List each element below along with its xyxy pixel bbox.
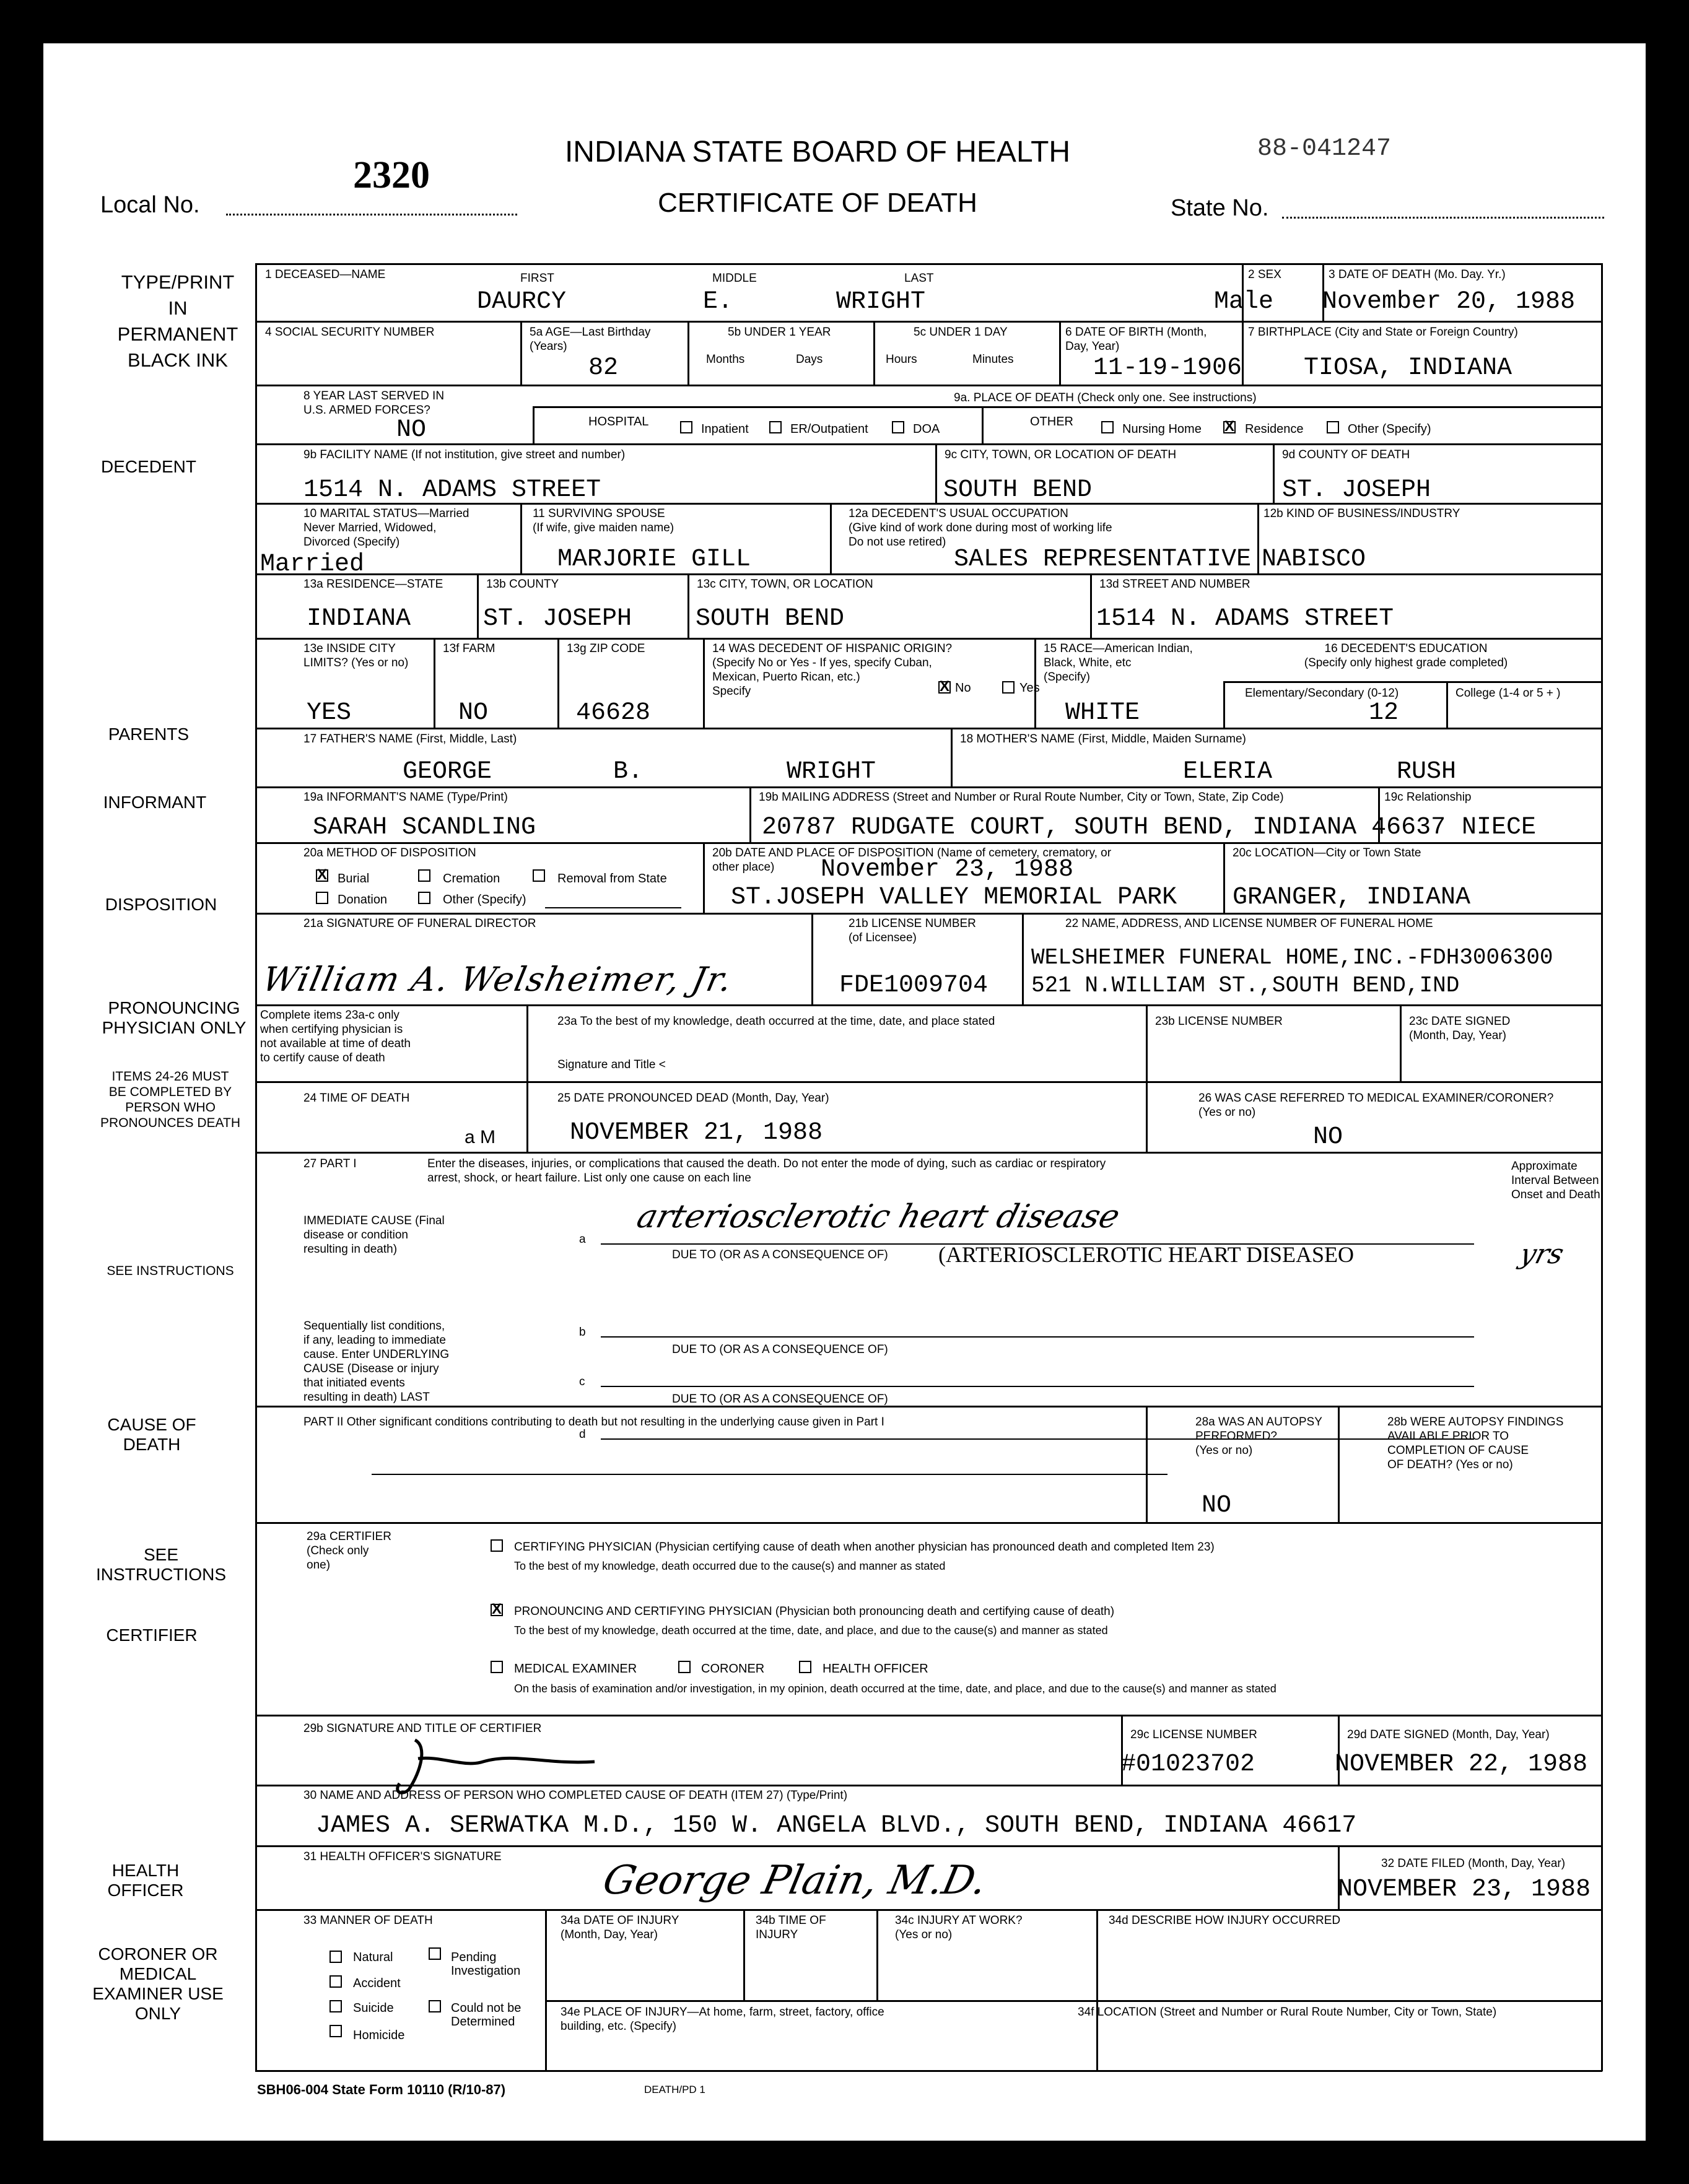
value-mailing-address: 20787 RUDGATE COURT, SOUTH BEND, INDIANA 46637 <box>762 814 1446 842</box>
value-father-first: GEORGE <box>403 758 492 786</box>
checkbox-medical-examiner[interactable] <box>491 1661 503 1673</box>
label-19b: 19b MAILING ADDRESS (Street and Number or Rural Route Number, City or Town, State, Zip Code) <box>759 791 1284 804</box>
checkbox-natural[interactable] <box>330 1951 342 1963</box>
label-34f: 34f LOCATION (Street and Number or Rural Route Number, City or Town, State) <box>1078 2006 1497 2019</box>
value-zip: 46628 <box>576 699 651 727</box>
form-number: SBH06-004 State Form 10110 (R/10-87) <box>257 2082 506 2097</box>
label-due-to-3: DUE TO (OR AS A CONSEQUENCE OF) <box>672 1393 888 1406</box>
label-sequential: Sequentially list conditions, if any, leading to immediate cause. Enter UNDERLYING CAUSE (Disease or injury that initiated events resulting in death) LAST <box>303 1320 450 1404</box>
value-race: WHITE <box>1065 699 1140 727</box>
label-natural: Natural <box>353 1951 393 1964</box>
label-3: 3 DATE OF DEATH (Mo. Day. Yr.) <box>1329 268 1506 281</box>
handwritten-cause: arteriosclerotic heart disease <box>632 1198 1124 1235</box>
health-officer-signature: George Plain, M.D. <box>599 1858 991 1903</box>
value-disposition-location: GRANGER, INDIANA <box>1233 884 1471 911</box>
label-residence: Residence <box>1245 422 1304 436</box>
value-father-middle: B. <box>613 758 644 786</box>
label-33: 33 MANNER OF DEATH <box>303 1914 433 1927</box>
rule-7 <box>255 638 1602 640</box>
label-cremation: Cremation <box>443 872 500 885</box>
value-father-last: WRIGHT <box>787 758 876 786</box>
label-inpatient: Inpatient <box>701 422 749 436</box>
checkbox-er-outpatient[interactable] <box>769 421 782 433</box>
label-16: 16 DECEDENT'S EDUCATION (Specify only highest grade completed) <box>1304 642 1508 669</box>
rule-9 <box>255 786 1602 788</box>
label-28b: 28b WERE AUTOPSY FINDINGS AVAILABLE PRIOR TO COMPLETION OF CAUSE OF DEATH? (Yes or no) <box>1387 1416 1564 1471</box>
value-business: NABISCO <box>1262 546 1366 573</box>
label-part-2: PART II Other significant conditions contributing to death but not resulting in the underlying cause given in Part I <box>303 1416 884 1429</box>
label-13a: 13a RESIDENCE—STATE <box>303 578 443 591</box>
funeral-director-signature: William A. Welsheimer, Jr. <box>259 960 737 999</box>
value-date-signed: NOVEMBER 22, 1988 <box>1335 1751 1588 1778</box>
rule-20 <box>255 1909 1602 1911</box>
label-13g: 13g ZIP CODE <box>567 642 645 655</box>
value-farm: NO <box>458 699 489 727</box>
rule-22 <box>255 2070 1602 2072</box>
form-right-border <box>1601 263 1603 2071</box>
section-disposition: DISPOSITION <box>105 895 217 914</box>
label-5b-months: Months <box>706 353 745 366</box>
value-city-of-death: SOUTH BEND <box>943 476 1093 504</box>
v-13g <box>557 638 559 728</box>
value-referred: NO <box>1313 1123 1343 1151</box>
rule-6 <box>255 573 1602 575</box>
part-2-line <box>372 1474 1167 1475</box>
value-residence-state: INDIANA <box>307 605 411 633</box>
label-medical-examiner: MEDICAL EXAMINER <box>514 1662 637 1676</box>
value-residence-city: SOUTH BEND <box>696 605 845 633</box>
label-17: 17 FATHER'S NAME (First, Middle, Last) <box>303 733 517 746</box>
checkbox-cremation[interactable] <box>418 869 430 882</box>
label-27: 27 PART I <box>303 1157 357 1170</box>
value-time-of-death: a M <box>465 1127 496 1147</box>
rule-10 <box>255 842 1602 844</box>
label-me-text: On the basis of examination and/or investigation, in my opinion, death occurred at the time, date, and place, and due to the cause(s) and manner as stated <box>514 1682 1277 1695</box>
label-suicide: Suicide <box>353 2001 394 2015</box>
other-disposition-line <box>545 907 681 908</box>
v-dob <box>1242 321 1244 385</box>
v-34d <box>1096 1909 1098 2070</box>
label-24: 24 TIME OF DEATH <box>303 1092 410 1105</box>
label-line-c: c <box>579 1375 585 1388</box>
label-due-to-1: DUE TO (OR AS A CONSEQUENCE OF) <box>672 1248 888 1261</box>
v-22 <box>1022 913 1024 1004</box>
v-13f <box>434 638 435 728</box>
label-other-disposition: Other (Specify) <box>443 893 526 907</box>
label-hospital: HOSPITAL <box>588 415 649 429</box>
checkbox-removal[interactable] <box>533 869 545 882</box>
checkbox-residence[interactable]: X <box>1224 418 1235 435</box>
label-accident: Accident <box>353 1977 401 1990</box>
checkbox-other-disposition[interactable] <box>418 892 430 904</box>
section-informant: INFORMANT <box>103 793 207 812</box>
handwritten-interval: yrs <box>1516 1238 1568 1270</box>
rule-19 <box>255 1845 1602 1847</box>
rule-8 <box>255 728 1602 729</box>
value-cause-a: (ARTERIOSCLEROTIC HEART DISEASEO <box>938 1242 1355 1267</box>
death-certificate <box>43 43 1646 2141</box>
certificate-title: CERTIFICATE OF DEATH <box>658 188 977 218</box>
label-23-note: Complete items 23a-c only when certifying physician is not available at time of death to certify cause of death <box>260 1009 411 1064</box>
value-certifier-license: #01023702 <box>1121 1751 1255 1778</box>
v-12b <box>1257 503 1259 573</box>
v-26 <box>1146 1081 1148 1152</box>
value-fd-license: FDE1009704 <box>839 972 989 999</box>
state-no-line <box>1282 217 1604 219</box>
label-31: 31 HEALTH OFFICER'S SIGNATURE <box>303 1850 502 1863</box>
label-pronouncing-certifying: PRONOUNCING AND CERTIFYING PHYSICIAN (Physician both pronouncing death and certifying cause of death) <box>514 1605 1115 1618</box>
label-30: 30 NAME AND ADDRESS OF PERSON WHO COMPLETED CAUSE OF DEATH (ITEM 27) (Type/Print) <box>303 1789 848 1802</box>
label-homicide: Homicide <box>353 2029 405 2042</box>
label-23c: 23c DATE SIGNED (Month, Day, Year) <box>1409 1015 1511 1042</box>
checkbox-hispanic-yes[interactable] <box>1002 681 1015 694</box>
label-26: 26 WAS CASE REFERRED TO MEDICAL EXAMINER/CORONER? (Yes or no) <box>1198 1092 1554 1119</box>
value-education: 12 <box>1369 699 1399 727</box>
label-burial: Burial <box>338 872 370 885</box>
label-20b: 20b DATE AND PLACE OF DISPOSITION (Name of cemetery, crematory, or other place) <box>712 846 1112 874</box>
value-relationship: NIECE <box>1462 814 1537 842</box>
rule-14 <box>255 1152 1602 1154</box>
section-health-officer: HEALTH OFFICER <box>107 1861 184 1900</box>
label-14: 14 WAS DECEDENT OF HISPANIC ORIGIN? (Specify No or Yes - If yes, specify Cuban, Mexican, Puerto Rican, etc.) Specify <box>712 642 953 698</box>
label-12a: 12a DECEDENT'S USUAL OCCUPATION (Give kind of work done during most of working life Do not use retired) <box>849 507 1112 549</box>
v-28a <box>1146 1406 1148 1522</box>
label-hispanic-no: No <box>955 681 971 695</box>
section-parents: PARENTS <box>108 724 190 744</box>
line-d <box>601 1438 1474 1440</box>
checkbox-inpatient[interactable] <box>680 421 692 433</box>
label-line-a: a <box>579 1233 586 1246</box>
v-under1y <box>873 321 875 385</box>
local-no-label: Local No. <box>100 192 200 218</box>
checkbox-accident[interactable] <box>330 1975 342 1988</box>
value-inside-city: YES <box>307 699 352 727</box>
value-date-of-death: November 20, 1988 <box>1322 288 1576 316</box>
label-line-b: b <box>579 1326 586 1339</box>
value-residence-county: ST. JOSEPH <box>483 605 632 633</box>
value-date-pronounced: NOVEMBER 21, 1988 <box>570 1119 823 1147</box>
v-34a <box>545 1909 547 2070</box>
rule-11 <box>255 913 1602 915</box>
label-pronouncing-certifying-text: To the best of my knowledge, death occurred at the time, date, and place, and due to the cause(s) and manner as stated <box>514 1624 1108 1637</box>
v-9c <box>935 443 937 503</box>
label-er-outpatient: ER/Outpatient <box>790 422 868 436</box>
label-12b: 12b KIND OF BUSINESS/INDUSTRY <box>1263 507 1460 520</box>
label-34c: 34c INJURY AT WORK? (Yes or no) <box>895 1914 1023 1941</box>
v-16 <box>1223 681 1225 728</box>
label-5a: 5a AGE—Last Birthday (Years) <box>530 326 651 353</box>
value-armed-forces: NO <box>396 416 427 444</box>
rule-1 <box>255 263 1602 265</box>
label-23a-signature: Signature and Title < <box>557 1058 666 1071</box>
checkbox-nursing-home[interactable] <box>1101 421 1114 433</box>
checkbox-donation[interactable] <box>316 892 328 904</box>
v-12a <box>830 503 832 573</box>
label-34e: 34e PLACE OF INJURY—At home, farm, street, factory, office building, etc. (Specify) <box>561 2006 884 2033</box>
value-completed-by: JAMES A. SERWATKA M.D., 150 W. ANGELA BLVD., SOUTH BEND, INDIANA 46617 <box>316 1812 1357 1840</box>
label-last: LAST <box>904 272 934 285</box>
checkbox-other-specify[interactable] <box>1327 421 1339 433</box>
section-coroner: CORONER OR MEDICAL EXAMINER USE ONLY <box>92 1944 224 2023</box>
label-34b: 34b TIME OF INJURY <box>756 1914 826 1941</box>
state-no-value: 88-041247 <box>1257 135 1392 163</box>
value-residence-street: 1514 N. ADAMS STREET <box>1096 605 1394 633</box>
label-27-text: Enter the diseases, injuries, or complications that caused the death. Do not enter the mode of dying, such as cardiac or respiratory arrest, shock, or heart failure. List only one cause on each line <box>427 1157 1106 1185</box>
label-1: 1 DECEASED—NAME <box>265 268 386 281</box>
label-29d: 29d DATE SIGNED (Month, Day, Year) <box>1347 1728 1550 1741</box>
checkbox-pronouncing-certifying[interactable]: X <box>492 1601 502 1617</box>
label-due-to-2: DUE TO (OR AS A CONSEQUENCE OF) <box>672 1343 888 1356</box>
v-20b <box>703 842 705 913</box>
rule-21 <box>545 2000 1601 2002</box>
section-items-note: ITEMS 24-26 MUST BE COMPLETED BY PERSON WHO PRONOUNCES DEATH <box>100 1069 240 1130</box>
label-29c: 29c LICENSE NUMBER <box>1130 1728 1257 1741</box>
label-21b: 21b LICENSE NUMBER (of Licensee) <box>849 917 976 944</box>
v-13d <box>1090 573 1092 638</box>
label-29a: 29a CERTIFIER (Check only one) <box>307 1530 391 1572</box>
label-nursing-home: Nursing Home <box>1122 422 1202 436</box>
label-23b: 23b LICENSE NUMBER <box>1155 1015 1283 1028</box>
v-23a <box>526 1004 528 1152</box>
label-34a: 34a DATE OF INJURY (Month, Day, Year) <box>561 1914 679 1941</box>
section-cause-of-death: CAUSE OF DEATH <box>107 1415 196 1454</box>
v-13c <box>687 573 689 638</box>
label-9d: 9d COUNTY OF DEATH <box>1282 448 1410 461</box>
checkbox-hispanic-no[interactable]: X <box>940 678 950 695</box>
line-c <box>601 1386 1474 1387</box>
v-14 <box>703 638 705 728</box>
rule-15 <box>255 1406 1602 1407</box>
v-under1d <box>1059 321 1061 385</box>
form-left-border <box>255 263 257 2071</box>
r-16 <box>1223 681 1601 683</box>
label-5c-hours: Hours <box>886 353 917 366</box>
label-13b: 13b COUNTY <box>486 578 559 591</box>
label-9c: 9c CITY, TOWN, OR LOCATION OF DEATH <box>945 448 1177 461</box>
label-donation: Donation <box>338 893 388 907</box>
value-autopsy: NO <box>1202 1492 1232 1520</box>
value-dob: 11-19-1906 <box>1093 354 1242 382</box>
value-disposition-date: November 23, 1988 <box>821 856 1074 884</box>
value-age: 82 <box>588 354 619 382</box>
checkbox-certifying-physician[interactable] <box>491 1539 503 1552</box>
label-21a: 21a SIGNATURE OF FUNERAL DIRECTOR <box>303 917 536 930</box>
label-23a: 23a To the best of my knowledge, death occurred at the time, date, and place stated <box>557 1015 995 1028</box>
value-marital-status: Married <box>260 550 365 578</box>
v-19b <box>749 786 751 842</box>
v-28b <box>1338 1406 1340 1522</box>
label-10: 10 MARITAL STATUS—Married Never Married, Widowed, Divorced (Specify) <box>303 507 469 549</box>
label-19a: 19a INFORMANT'S NAME (Type/Print) <box>303 791 508 804</box>
label-pending: Pending Investigation <box>451 1951 521 1978</box>
value-mother-last: RUSH <box>1397 758 1457 786</box>
label-11: 11 SURVIVING SPOUSE (If wife, give maiden name) <box>533 507 674 534</box>
value-informant: SARAH SCANDLING <box>313 814 536 842</box>
v-21b <box>811 913 813 1004</box>
v-18 <box>951 728 953 786</box>
v-34c <box>876 1909 878 2000</box>
label-2: 2 SEX <box>1248 268 1281 281</box>
label-20c: 20c LOCATION—City or Town State <box>1233 846 1421 859</box>
label-25: 25 DATE PRONOUNCED DEAD (Month, Day, Year) <box>557 1092 829 1105</box>
section-type-print: TYPE/PRINT IN PERMANENT BLACK INK <box>117 271 238 371</box>
checkbox-suicide[interactable] <box>330 2000 342 2012</box>
label-5b-days: Days <box>796 353 823 366</box>
label-16-elementary: Elementary/Secondary (0-12) <box>1245 687 1399 700</box>
checkbox-homicide[interactable] <box>330 2025 342 2037</box>
value-date-filed: NOVEMBER 23, 1988 <box>1338 1876 1591 1903</box>
rule-4 <box>255 443 1602 445</box>
value-last-name: WRIGHT <box>836 288 926 316</box>
label-4: 4 SOCIAL SECURITY NUMBER <box>265 326 435 339</box>
v-34b <box>743 1909 745 2000</box>
value-first-name: DAURCY <box>477 288 567 316</box>
label-7: 7 BIRTHPLACE (City and State or Foreign Country) <box>1248 326 1518 339</box>
label-32: 32 DATE FILED (Month, Day, Year) <box>1381 1857 1566 1870</box>
section-see-instructions-2: SEE INSTRUCTIONS <box>96 1545 226 1584</box>
value-county-of-death: ST. JOSEPH <box>1282 476 1431 504</box>
local-no-value: 2320 <box>353 154 430 196</box>
label-22: 22 NAME, ADDRESS, AND LICENSE NUMBER OF FUNERAL HOME <box>1065 917 1433 930</box>
label-28a: 28a WAS AN AUTOPSY PERFORMED? (Yes or no) <box>1195 1416 1322 1457</box>
label-middle: MIDDLE <box>712 272 757 285</box>
v-armed <box>533 406 535 443</box>
label-other-specify: Other (Specify) <box>1348 422 1431 436</box>
label-15: 15 RACE—American Indian, Black, White, etc (Specify) <box>1044 642 1193 684</box>
v-16b <box>1446 681 1448 728</box>
value-disposition-place: ST.JOSEPH VALLEY MEMORIAL PARK <box>731 884 1177 911</box>
rule-17 <box>255 1715 1602 1716</box>
v-20c <box>1223 842 1225 913</box>
section-decedent: DECEDENT <box>100 457 196 476</box>
rule-16 <box>255 1522 1602 1524</box>
v-9d <box>1273 443 1275 503</box>
value-funeral-home-1: WELSHEIMER FUNERAL HOME,INC.-FDH3006300 <box>1031 945 1553 970</box>
label-13e: 13e INSIDE CITY LIMITS? (Yes or no) <box>303 642 409 669</box>
value-birthplace: TIOSA, INDIANA <box>1304 354 1512 382</box>
value-sex: Male <box>1214 288 1274 316</box>
checkbox-burial[interactable]: X <box>317 866 328 883</box>
value-middle-name: E. <box>703 288 733 316</box>
label-18: 18 MOTHER'S NAME (First, Middle, Maiden Surname) <box>960 733 1246 746</box>
label-health-officer-cb: HEALTH OFFICER <box>823 1662 928 1676</box>
label-certifying-physician: CERTIFYING PHYSICIAN (Physician certifying cause of death when another physician has pronounced death and completed Item 23) <box>514 1541 1215 1554</box>
rule-13 <box>255 1081 1602 1083</box>
v-11 <box>520 503 522 573</box>
label-other-place: OTHER <box>1030 415 1073 429</box>
label-certifying-physician-text: To the best of my knowledge, death occurred due to the cause(s) and manner as stated <box>514 1560 946 1572</box>
value-surviving-spouse: MARJORIE GILL <box>557 546 751 573</box>
label-13c: 13c CITY, TOWN, OR LOCATION <box>697 578 873 591</box>
label-20a: 20a METHOD OF DISPOSITION <box>303 846 476 859</box>
label-6: 6 DATE OF BIRTH (Month, Day, Year) <box>1065 326 1207 353</box>
checkbox-undetermined[interactable] <box>429 2000 441 2012</box>
label-34d: 34d DESCRIBE HOW INJURY OCCURRED <box>1109 1914 1341 1927</box>
section-certifier: CERTIFIER <box>106 1625 198 1645</box>
form-code: DEATH/PD 1 <box>644 2084 705 2095</box>
rule-2 <box>255 321 1602 323</box>
label-5b: 5b UNDER 1 YEAR <box>728 326 831 339</box>
label-hispanic-yes: Yes <box>1019 681 1040 695</box>
label-undetermined: Could not be Determined <box>451 2001 522 2029</box>
local-no-line <box>226 214 517 215</box>
v-23c <box>1400 1004 1402 1081</box>
label-removal: Removal from State <box>557 872 667 885</box>
v-ssn <box>520 321 522 385</box>
label-doa: DOA <box>913 422 940 436</box>
label-coroner: CORONER <box>701 1662 765 1676</box>
v-age <box>687 321 689 385</box>
label-29b: 29b SIGNATURE AND TITLE OF CERTIFIER <box>303 1722 542 1735</box>
section-see-instructions: SEE INSTRUCTIONS <box>107 1264 234 1278</box>
label-9b: 9b FACILITY NAME (If not institution, give street and number) <box>303 448 626 461</box>
label-19c: 19c Relationship <box>1384 791 1472 804</box>
label-first: FIRST <box>520 272 554 285</box>
label-13f: 13f FARM <box>443 642 495 655</box>
checkbox-pending[interactable] <box>429 1947 441 1960</box>
label-immediate-cause: IMMEDIATE CAUSE (Final disease or condition resulting in death) <box>303 1214 445 1256</box>
rule-3 <box>255 385 1602 386</box>
value-funeral-home-2: 521 N.WILLIAM ST.,SOUTH BEND,IND <box>1031 973 1460 998</box>
checkbox-health-officer[interactable] <box>799 1661 811 1673</box>
agency-title: INDIANA STATE BOARD OF HEALTH <box>564 136 1071 168</box>
checkbox-coroner[interactable] <box>678 1661 691 1673</box>
value-mother-first: ELERIA <box>1183 758 1273 786</box>
label-interval: Approximate Interval Between Onset and Death <box>1511 1160 1600 1201</box>
value-occupation: SALES REPRESENTATIVE <box>954 546 1252 573</box>
state-no-label: State No. <box>1171 195 1269 221</box>
value-facility: 1514 N. ADAMS STREET <box>303 476 601 504</box>
label-8: 8 YEAR LAST SERVED IN U.S. ARMED FORCES? <box>303 389 445 417</box>
label-5c: 5c UNDER 1 DAY <box>914 326 1008 339</box>
checkbox-doa[interactable] <box>892 421 904 433</box>
line-b <box>601 1336 1474 1338</box>
section-pronouncing: PRONOUNCING PHYSICIAN ONLY <box>102 998 247 1037</box>
label-line-d: d <box>579 1428 586 1441</box>
label-9a: 9a. PLACE OF DEATH (Check only one. See instructions) <box>954 391 1257 404</box>
v-13b <box>477 573 479 638</box>
v-23b <box>1146 1004 1148 1081</box>
label-5c-minutes: Minutes <box>972 353 1014 366</box>
rule-3b <box>533 406 1601 408</box>
label-16-college: College (1-4 or 5 + ) <box>1456 687 1561 700</box>
v-other <box>982 406 984 443</box>
label-13d: 13d STREET AND NUMBER <box>1099 578 1250 591</box>
